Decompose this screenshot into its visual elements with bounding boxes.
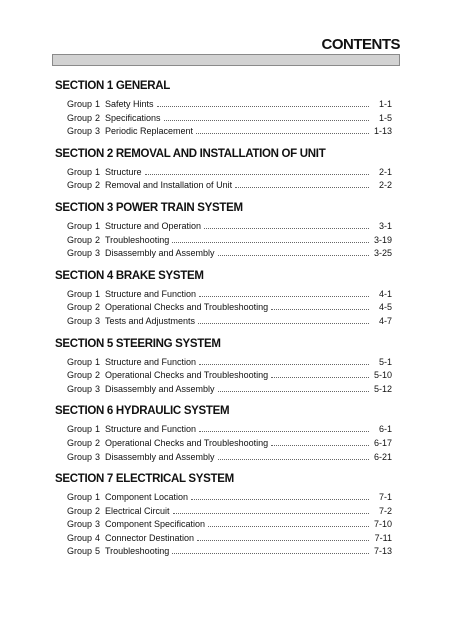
dot-leader bbox=[173, 513, 369, 514]
group-label: Group bbox=[67, 126, 93, 137]
toc-entry[interactable] bbox=[55, 545, 392, 559]
dot-leader bbox=[172, 553, 369, 554]
page-number: 5-12 bbox=[373, 383, 392, 394]
page-number: 5-10 bbox=[373, 370, 392, 381]
dot-leader bbox=[197, 540, 369, 541]
group-label: Group bbox=[67, 532, 93, 543]
entry-title: Troubleshooting bbox=[105, 234, 170, 245]
toc-entry[interactable] bbox=[55, 301, 392, 315]
dot-leader bbox=[208, 526, 369, 527]
group-label: Group bbox=[67, 166, 93, 177]
group-number: 1 bbox=[95, 220, 101, 231]
entry-title: Electrical Circuit bbox=[105, 505, 170, 516]
toc-entry[interactable] bbox=[55, 383, 392, 397]
dot-leader bbox=[271, 377, 369, 378]
section-title: SECTION 5 STEERING SYSTEM bbox=[55, 337, 221, 350]
section-title: SECTION 6 HYDRAULIC SYSTEM bbox=[55, 405, 230, 418]
group-number: 1 bbox=[95, 99, 101, 109]
entry-title: Structure and Operation bbox=[105, 220, 202, 231]
toc-entry[interactable] bbox=[55, 423, 392, 437]
dot-leader bbox=[196, 133, 369, 134]
entry-title: Troubleshooting bbox=[105, 546, 170, 557]
entry-title: Periodic Replacement bbox=[105, 126, 194, 137]
dot-leader bbox=[271, 445, 369, 446]
page-number: 5-1 bbox=[378, 356, 392, 367]
dot-leader bbox=[218, 255, 369, 256]
group-label: Group bbox=[67, 546, 93, 557]
dot-leader bbox=[218, 459, 369, 460]
group-number: 3 bbox=[95, 126, 101, 137]
entry-title: Component Location bbox=[105, 492, 189, 503]
entry-title: Operational Checks and Troubleshooting bbox=[105, 302, 269, 313]
page-number: 7-13 bbox=[373, 546, 392, 557]
dot-leader bbox=[145, 174, 369, 175]
dot-leader bbox=[198, 323, 369, 324]
group-number: 2 bbox=[95, 505, 101, 516]
toc-entry[interactable] bbox=[55, 234, 392, 248]
group-label: Group bbox=[67, 383, 93, 394]
page-number: 4-7 bbox=[378, 315, 392, 326]
entry-title: Operational Checks and Troubleshooting bbox=[105, 370, 269, 381]
group-number: 1 bbox=[95, 166, 101, 177]
page-number: 6-1 bbox=[378, 424, 392, 435]
dot-leader bbox=[204, 228, 369, 229]
page-number: 4-1 bbox=[378, 288, 392, 299]
group-label: Group bbox=[67, 288, 93, 299]
group-number: 2 bbox=[95, 180, 101, 191]
toc-section bbox=[55, 78, 392, 139]
toc-entry[interactable] bbox=[55, 369, 392, 383]
group-number: 2 bbox=[95, 112, 101, 123]
entry-title: Disassembly and Assembly bbox=[105, 383, 215, 394]
toc-entry[interactable] bbox=[55, 451, 392, 465]
toc-section bbox=[55, 146, 392, 193]
page-number: 7-1 bbox=[378, 492, 392, 503]
page-number: 2-1 bbox=[378, 166, 392, 177]
group-number: 1 bbox=[95, 492, 101, 503]
group-label: Group bbox=[67, 492, 93, 503]
group-label: Group bbox=[67, 519, 93, 530]
page-number: 3-25 bbox=[373, 248, 392, 259]
group-label: Group bbox=[67, 451, 93, 462]
dot-leader bbox=[199, 296, 369, 297]
page-number: 1-1 bbox=[378, 99, 392, 109]
header-bar bbox=[52, 54, 400, 66]
dot-leader bbox=[199, 431, 369, 432]
dot-leader bbox=[199, 364, 369, 365]
entry-title: Tests and Adjustments bbox=[105, 315, 196, 326]
group-label: Group bbox=[67, 302, 93, 313]
entry-title: Component Specification bbox=[105, 519, 206, 530]
entry-title: Disassembly and Assembly bbox=[105, 248, 215, 259]
entry-title: Removal and Installation of Unit bbox=[105, 180, 233, 191]
table-of-contents bbox=[55, 78, 392, 566]
page-number: 1-13 bbox=[373, 126, 392, 137]
dot-leader bbox=[164, 120, 369, 121]
toc-entry[interactable] bbox=[55, 220, 392, 234]
toc-entry[interactable] bbox=[55, 166, 392, 180]
group-number: 2 bbox=[95, 370, 101, 381]
toc-entry[interactable] bbox=[55, 491, 392, 505]
group-number: 3 bbox=[95, 519, 101, 530]
page-number: 3-19 bbox=[373, 234, 392, 245]
page-number: 2-2 bbox=[378, 180, 392, 191]
toc-entry[interactable] bbox=[55, 505, 392, 519]
group-number: 2 bbox=[95, 302, 101, 313]
group-number: 1 bbox=[95, 288, 101, 299]
toc-entry[interactable] bbox=[55, 315, 392, 329]
group-number: 5 bbox=[95, 546, 101, 557]
toc-entry[interactable] bbox=[55, 518, 392, 532]
dot-leader bbox=[235, 187, 369, 188]
section-title: SECTION 7 ELECTRICAL SYSTEM bbox=[55, 473, 234, 486]
group-number: 1 bbox=[95, 424, 101, 435]
group-label: Group bbox=[67, 112, 93, 123]
page-number: 3-1 bbox=[378, 220, 392, 231]
toc-entry[interactable] bbox=[55, 288, 392, 302]
toc-entry[interactable] bbox=[55, 98, 392, 112]
group-number: 4 bbox=[95, 532, 101, 543]
group-label: Group bbox=[67, 248, 93, 259]
page-number: 6-21 bbox=[373, 451, 392, 462]
toc-entry[interactable] bbox=[55, 532, 392, 546]
entry-title: Structure and Function bbox=[105, 424, 197, 435]
toc-section bbox=[55, 336, 392, 397]
group-number: 3 bbox=[95, 451, 101, 462]
group-number: 2 bbox=[95, 437, 101, 448]
entry-title: Operational Checks and Troubleshooting bbox=[105, 437, 269, 448]
entry-title: Safety Hints bbox=[105, 99, 154, 109]
group-label: Group bbox=[67, 234, 93, 245]
dot-leader bbox=[157, 106, 369, 107]
group-number: 3 bbox=[95, 315, 101, 326]
toc-entry[interactable] bbox=[55, 179, 392, 193]
section-title: SECTION 3 POWER TRAIN SYSTEM bbox=[55, 201, 243, 214]
dot-leader bbox=[191, 499, 369, 500]
group-label: Group bbox=[67, 370, 93, 381]
toc-section bbox=[55, 268, 392, 329]
group-label: Group bbox=[67, 356, 93, 367]
group-number: 3 bbox=[95, 248, 101, 259]
toc-entry[interactable] bbox=[55, 437, 392, 451]
toc-entry[interactable] bbox=[55, 112, 392, 126]
group-label: Group bbox=[67, 505, 93, 516]
group-number: 3 bbox=[95, 383, 101, 394]
dot-leader bbox=[172, 242, 369, 243]
dot-leader bbox=[271, 309, 369, 310]
entry-title: Structure bbox=[105, 166, 142, 177]
toc-section bbox=[55, 200, 392, 261]
group-label: Group bbox=[67, 99, 93, 109]
page-title: CONTENTS bbox=[321, 36, 400, 53]
group-number: 1 bbox=[95, 356, 101, 367]
dot-leader bbox=[218, 391, 369, 392]
group-label: Group bbox=[67, 220, 93, 231]
page-number: 4-5 bbox=[378, 302, 392, 313]
group-label: Group bbox=[67, 424, 93, 435]
section-title: SECTION 4 BRAKE SYSTEM bbox=[55, 269, 204, 282]
page-number: 7-11 bbox=[374, 532, 392, 543]
section-title: SECTION 2 REMOVAL AND INSTALLATION OF UNIT bbox=[55, 147, 326, 160]
toc-entry[interactable] bbox=[55, 247, 392, 261]
group-number: 2 bbox=[95, 234, 101, 245]
group-label: Group bbox=[67, 437, 93, 448]
entry-title: Connector Destination bbox=[105, 532, 195, 543]
entry-title: Specifications bbox=[105, 112, 161, 123]
entry-title: Structure and Function bbox=[105, 356, 197, 367]
entry-title: Disassembly and Assembly bbox=[105, 451, 215, 462]
page-number: 6-17 bbox=[373, 437, 392, 448]
section-title: SECTION 1 GENERAL bbox=[55, 80, 171, 92]
toc-section bbox=[55, 403, 392, 464]
entry-title: Structure and Function bbox=[105, 288, 197, 299]
toc-entry[interactable] bbox=[55, 125, 392, 139]
toc-section bbox=[55, 471, 392, 559]
group-label: Group bbox=[67, 180, 93, 191]
toc-entry[interactable] bbox=[55, 356, 392, 370]
page-number: 7-2 bbox=[378, 505, 392, 516]
group-label: Group bbox=[67, 315, 93, 326]
page-number: 7-10 bbox=[373, 519, 392, 530]
page-number: 1-5 bbox=[378, 112, 392, 123]
